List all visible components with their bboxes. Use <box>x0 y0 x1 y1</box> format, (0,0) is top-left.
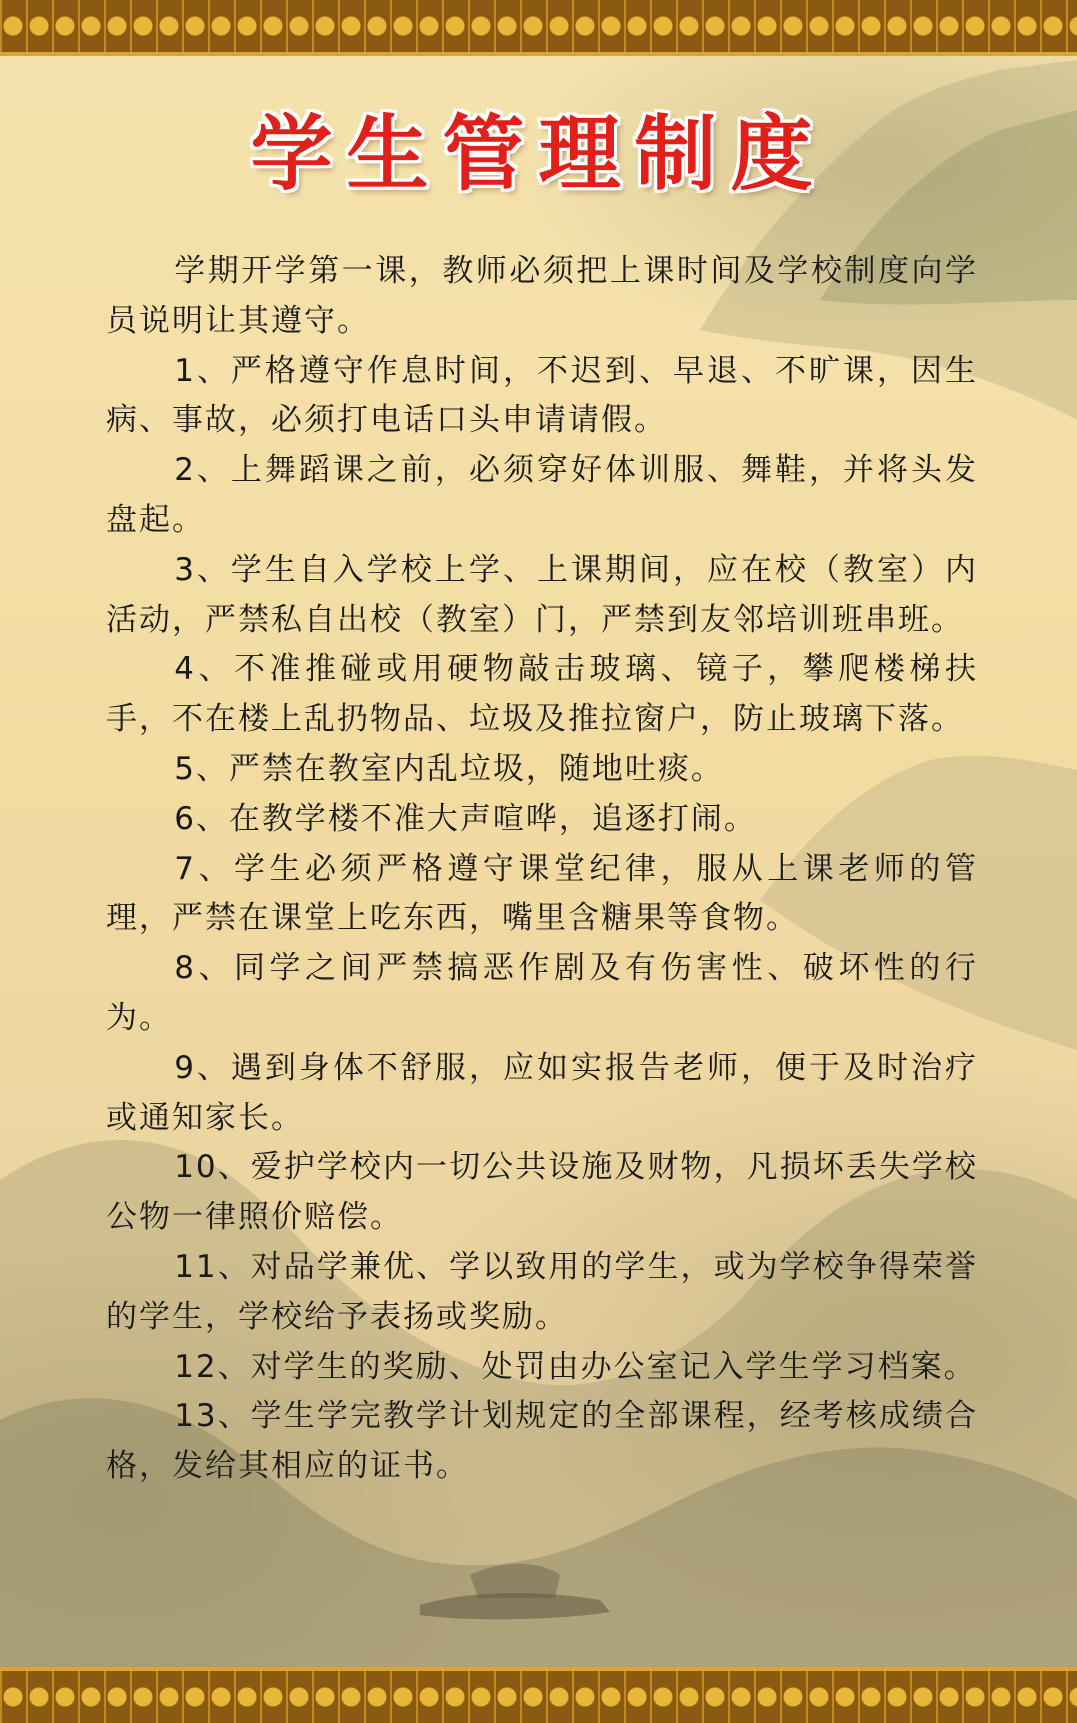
rule-9: 9、遇到身体不舒服，应如实报告老师，便于及时治疗或通知家长。 <box>106 1049 978 1136</box>
rule-5: 5、严禁在教室内乱垃圾，随地吐痰。 <box>174 750 724 787</box>
intro-paragraph: 学期开学第一课，教师必须把上课时间及学校制度向学员说明让其遵守。 <box>106 253 978 339</box>
rules-content <box>106 247 978 1492</box>
rule-13: 13、学生学完教学计划规定的全部课程，经考核成绩合格，发给其相应的证书。 <box>106 1398 978 1485</box>
ornamental-border-top <box>0 0 1077 52</box>
rule-4: 4、不准推碰或用硬物敲击玻璃、镜子，攀爬楼梯扶手，不在楼上乱扔物品、垃圾及推拉窗户，防止玻璃下落。 <box>106 651 978 738</box>
rule-8: 8、同学之间严禁搞恶作剧及有伤害性、破坏性的行为。 <box>106 950 978 1036</box>
rule-3: 3、学生自入学校上学、上课期间，应在校（教室）内活动，严禁私自出校（教室）门，严禁到友邻培训班串班。 <box>106 551 978 638</box>
rule-1: 1、严格遵守作息时间，不迟到、早退、不旷课，因生病、事故，必须打电话口头申请请假。 <box>106 352 978 439</box>
rule-7: 7、学生必须严格遵守课堂纪律，服从上课老师的管理，严禁在课堂上吃东西，嘴里含糖果等食物。 <box>106 850 978 937</box>
ornamental-border-bottom <box>0 1671 1077 1723</box>
border-line-top <box>0 52 1077 56</box>
rule-11: 11、对品学兼优、学以致用的学生，或为学校争得荣誉的学生，学校给予表扬或奖励。 <box>106 1248 978 1335</box>
rule-12: 12、对学生的奖励、处罚由办公室记入学生学习档案。 <box>174 1348 977 1385</box>
rule-10: 10、爱护学校内一切公共设施及财物，凡损坏丢失学校公物一律照价赔偿。 <box>106 1149 978 1236</box>
rule-2: 2、上舞蹈课之前，必须穿好体训服、舞鞋，并将头发盘起。 <box>106 452 978 538</box>
page-title: 学生管理制度 <box>250 107 827 202</box>
rule-6: 6、在教学楼不准大声喧哗，追逐打闹。 <box>174 800 757 837</box>
